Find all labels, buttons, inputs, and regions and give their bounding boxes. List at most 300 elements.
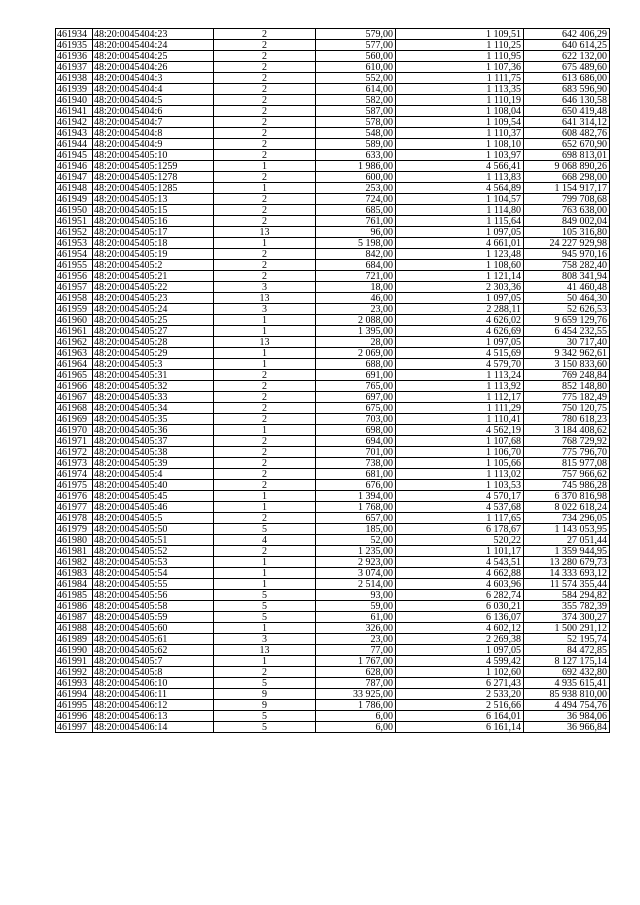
cadastral-value-cell: 105 316,80: [524, 227, 610, 238]
cadastral-value-cell: 769 248,84: [524, 370, 610, 381]
cadastral-value-cell: 768 729,92: [524, 436, 610, 447]
record-id-cell: 461947: [56, 172, 93, 183]
cadastral-number-cell: 48:20:0045405:3: [93, 359, 214, 370]
cadastral-number-cell: 48:20:0045404:3: [93, 73, 214, 84]
cadastral-value-cell: 11 574 355,44: [524, 579, 610, 590]
area-cell: 691,00: [316, 370, 396, 381]
table-row: [56, 95, 610, 106]
cadastral-number-cell: 48:20:0045404:23: [93, 29, 214, 40]
record-id-cell: 461973: [56, 458, 93, 469]
category-cell: 1: [214, 238, 316, 249]
category-cell: 2: [214, 62, 316, 73]
category-cell: 2: [214, 40, 316, 51]
specific-value-cell: 1 112,17: [396, 392, 524, 403]
area-cell: 77,00: [316, 645, 396, 656]
category-cell: 2: [214, 51, 316, 62]
cadastral-number-cell: 48:20:0045405:4: [93, 469, 214, 480]
cadastral-value-cell: 13 280 679,73: [524, 557, 610, 568]
record-id-cell: 461987: [56, 612, 93, 623]
specific-value-cell: 1 103,53: [396, 480, 524, 491]
category-cell: 5: [214, 678, 316, 689]
specific-value-cell: 2 516,66: [396, 700, 524, 711]
category-cell: 2: [214, 447, 316, 458]
cadastral-number-cell: 48:20:0045405:54: [93, 568, 214, 579]
specific-value-cell: 1 109,54: [396, 117, 524, 128]
table-row: [56, 51, 610, 62]
cadastral-value-cell: 85 938 810,00: [524, 689, 610, 700]
cadastral-number-cell: 48:20:0045405:45: [93, 491, 214, 502]
category-cell: 2: [214, 216, 316, 227]
category-cell: 2: [214, 403, 316, 414]
cadastral-number-cell: 48:20:0045405:52: [93, 546, 214, 557]
category-cell: 5: [214, 524, 316, 535]
category-cell: 1: [214, 623, 316, 634]
cadastral-value-cell: 734 296,05: [524, 513, 610, 524]
record-id-cell: 461934: [56, 29, 93, 40]
record-id-cell: 461974: [56, 469, 93, 480]
category-cell: 1: [214, 161, 316, 172]
table-row: [56, 359, 610, 370]
specific-value-cell: 4 602,12: [396, 623, 524, 634]
table-row: [56, 271, 610, 282]
specific-value-cell: 6 164,01: [396, 711, 524, 722]
specific-value-cell: 1 113,24: [396, 370, 524, 381]
table-row: [56, 139, 610, 150]
category-cell: 2: [214, 73, 316, 84]
specific-value-cell: 1 113,02: [396, 469, 524, 480]
specific-value-cell: 1 111,29: [396, 403, 524, 414]
record-id-cell: 461949: [56, 194, 93, 205]
table-row: [56, 403, 610, 414]
table-row: [56, 161, 610, 172]
cadastral-value-cell: 640 614,25: [524, 40, 610, 51]
cadastral-number-cell: 48:20:0045405:28: [93, 337, 214, 348]
area-cell: 33 925,00: [316, 689, 396, 700]
category-cell: 2: [214, 106, 316, 117]
cadastral-number-cell: 48:20:0045405:61: [93, 634, 214, 645]
cadastral-number-cell: 48:20:0045405:50: [93, 524, 214, 535]
table-row: [56, 326, 610, 337]
area-cell: 23,00: [316, 634, 396, 645]
cadastral-number-cell: 48:20:0045405:2: [93, 260, 214, 271]
cadastral-number-cell: 48:20:0045405:58: [93, 601, 214, 612]
area-cell: 628,00: [316, 667, 396, 678]
cadastral-number-cell: 48:20:0045405:29: [93, 348, 214, 359]
specific-value-cell: 4 661,01: [396, 238, 524, 249]
specific-value-cell: 1 114,80: [396, 205, 524, 216]
specific-value-cell: 1 113,83: [396, 172, 524, 183]
specific-value-cell: 2 533,20: [396, 689, 524, 700]
specific-value-cell: 1 121,14: [396, 271, 524, 282]
cadastral-value-cell: 780 618,23: [524, 414, 610, 425]
record-id-cell: 461942: [56, 117, 93, 128]
specific-value-cell: 1 106,70: [396, 447, 524, 458]
cadastral-number-cell: 48:20:0045405:55: [93, 579, 214, 590]
table-row: [56, 502, 610, 513]
cadastral-number-cell: 48:20:0045405:62: [93, 645, 214, 656]
cadastral-value-cell: 757 966,62: [524, 469, 610, 480]
record-id-cell: 461994: [56, 689, 93, 700]
record-id-cell: 461967: [56, 392, 93, 403]
area-cell: 697,00: [316, 392, 396, 403]
record-id-cell: 461968: [56, 403, 93, 414]
cadastral-number-cell: 48:20:0045405:13: [93, 194, 214, 205]
record-id-cell: 461996: [56, 711, 93, 722]
area-cell: 694,00: [316, 436, 396, 447]
area-cell: 552,00: [316, 73, 396, 84]
category-cell: 2: [214, 128, 316, 139]
specific-value-cell: 1 097,05: [396, 293, 524, 304]
cadastral-value-cell: 8 127 175,14: [524, 656, 610, 667]
cadastral-number-cell: 48:20:0045404:24: [93, 40, 214, 51]
cadastral-number-cell: 48:20:0045405:36: [93, 425, 214, 436]
cadastral-number-cell: 48:20:0045405:60: [93, 623, 214, 634]
category-cell: 2: [214, 370, 316, 381]
area-cell: 93,00: [316, 590, 396, 601]
cadastral-value-cell: 642 406,29: [524, 29, 610, 40]
category-cell: 13: [214, 227, 316, 238]
cadastral-number-cell: 48:20:0045405:34: [93, 403, 214, 414]
specific-value-cell: 4 579,70: [396, 359, 524, 370]
specific-value-cell: 6 030,21: [396, 601, 524, 612]
area-cell: 589,00: [316, 139, 396, 150]
area-cell: 253,00: [316, 183, 396, 194]
area-cell: 1 768,00: [316, 502, 396, 513]
cadastral-number-cell: 48:20:0045404:6: [93, 106, 214, 117]
category-cell: 13: [214, 337, 316, 348]
specific-value-cell: 4 626,69: [396, 326, 524, 337]
specific-value-cell: 1 108,04: [396, 106, 524, 117]
cadastral-number-cell: 48:20:0045405:1285: [93, 183, 214, 194]
area-cell: 1 394,00: [316, 491, 396, 502]
table-row: [56, 40, 610, 51]
category-cell: 3: [214, 634, 316, 645]
record-id-cell: 461979: [56, 524, 93, 535]
record-id-cell: 461952: [56, 227, 93, 238]
specific-value-cell: 2 269,38: [396, 634, 524, 645]
record-id-cell: 461959: [56, 304, 93, 315]
specific-value-cell: 4 603,96: [396, 579, 524, 590]
table-row: [56, 172, 610, 183]
record-id-cell: 461965: [56, 370, 93, 381]
cadastral-number-cell: 48:20:0045404:8: [93, 128, 214, 139]
category-cell: 2: [214, 150, 316, 161]
record-id-cell: 461960: [56, 315, 93, 326]
specific-value-cell: 1 110,37: [396, 128, 524, 139]
category-cell: 2: [214, 392, 316, 403]
category-cell: 5: [214, 711, 316, 722]
cadastral-value-cell: 3 184 408,62: [524, 425, 610, 436]
area-cell: 59,00: [316, 601, 396, 612]
area-cell: 765,00: [316, 381, 396, 392]
record-id-cell: 461955: [56, 260, 93, 271]
specific-value-cell: 6 271,43: [396, 678, 524, 689]
area-cell: 1 235,00: [316, 546, 396, 557]
cadastral-number-cell: 48:20:0045405:16: [93, 216, 214, 227]
cadastral-number-cell: 48:20:0045406:12: [93, 700, 214, 711]
table-row: [56, 392, 610, 403]
cadastral-value-cell: 745 986,28: [524, 480, 610, 491]
area-cell: 633,00: [316, 150, 396, 161]
category-cell: 2: [214, 414, 316, 425]
cadastral-value-cell: 613 686,00: [524, 73, 610, 84]
category-cell: 5: [214, 612, 316, 623]
area-cell: 685,00: [316, 205, 396, 216]
category-cell: 5: [214, 601, 316, 612]
area-cell: 28,00: [316, 337, 396, 348]
specific-value-cell: 1 097,05: [396, 337, 524, 348]
cadastral-value-cell: 815 977,08: [524, 458, 610, 469]
category-cell: 9: [214, 700, 316, 711]
area-cell: 46,00: [316, 293, 396, 304]
area-cell: 6,00: [316, 711, 396, 722]
cadastral-value-cell: 50 464,30: [524, 293, 610, 304]
table-body: [56, 29, 610, 733]
category-cell: 1: [214, 579, 316, 590]
cadastral-value-cell: 1 154 917,17: [524, 183, 610, 194]
cadastral-number-cell: 48:20:0045405:59: [93, 612, 214, 623]
area-cell: 2 923,00: [316, 557, 396, 568]
category-cell: 3: [214, 282, 316, 293]
cadastral-value-cell: 758 282,40: [524, 260, 610, 271]
category-cell: 13: [214, 645, 316, 656]
specific-value-cell: 1 117,65: [396, 513, 524, 524]
table-row: [56, 513, 610, 524]
area-cell: 2 088,00: [316, 315, 396, 326]
area-cell: 724,00: [316, 194, 396, 205]
table-row: [56, 568, 610, 579]
cadastral-number-cell: 48:20:0045406:10: [93, 678, 214, 689]
area-cell: 1 767,00: [316, 656, 396, 667]
cadastral-number-cell: 48:20:0045404:25: [93, 51, 214, 62]
specific-value-cell: 4 566,41: [396, 161, 524, 172]
cadastral-number-cell: 48:20:0045405:17: [93, 227, 214, 238]
table-row: [56, 315, 610, 326]
record-id-cell: 461977: [56, 502, 93, 513]
cadastral-number-cell: 48:20:0045405:8: [93, 667, 214, 678]
category-cell: 2: [214, 139, 316, 150]
category-cell: 13: [214, 293, 316, 304]
area-cell: 738,00: [316, 458, 396, 469]
area-cell: 703,00: [316, 414, 396, 425]
specific-value-cell: 1 110,95: [396, 51, 524, 62]
table-row: [56, 700, 610, 711]
record-id-cell: 461975: [56, 480, 93, 491]
record-id-cell: 461939: [56, 84, 93, 95]
category-cell: 1: [214, 315, 316, 326]
category-cell: 2: [214, 117, 316, 128]
cadastral-value-cell: 374 300,27: [524, 612, 610, 623]
table-row: [56, 117, 610, 128]
cadastral-value-cell: 652 670,90: [524, 139, 610, 150]
record-id-cell: 461972: [56, 447, 93, 458]
category-cell: 1: [214, 183, 316, 194]
category-cell: 2: [214, 194, 316, 205]
area-cell: 560,00: [316, 51, 396, 62]
specific-value-cell: 1 108,60: [396, 260, 524, 271]
record-id-cell: 461957: [56, 282, 93, 293]
specific-value-cell: 6 161,14: [396, 722, 524, 733]
specific-value-cell: 1 110,25: [396, 40, 524, 51]
category-cell: 4: [214, 535, 316, 546]
table-row: [56, 293, 610, 304]
category-cell: 2: [214, 172, 316, 183]
specific-value-cell: 1 097,05: [396, 227, 524, 238]
cadastral-value-cell: 692 432,80: [524, 667, 610, 678]
record-id-cell: 461989: [56, 634, 93, 645]
record-id-cell: 461962: [56, 337, 93, 348]
cadastral-value-cell: 799 708,68: [524, 194, 610, 205]
cadastral-value-cell: 30 717,40: [524, 337, 610, 348]
table-row: [56, 194, 610, 205]
table-row: [56, 612, 610, 623]
cadastral-number-cell: 48:20:0045405:56: [93, 590, 214, 601]
specific-value-cell: 4 562,19: [396, 425, 524, 436]
table-row: [56, 722, 610, 733]
specific-value-cell: 4 543,51: [396, 557, 524, 568]
cadastral-value-cell: 36 984,06: [524, 711, 610, 722]
category-cell: 1: [214, 348, 316, 359]
area-cell: 3 074,00: [316, 568, 396, 579]
cadastral-value-cell: 6 454 232,55: [524, 326, 610, 337]
record-id-cell: 461956: [56, 271, 93, 282]
record-id-cell: 461944: [56, 139, 93, 150]
table-row: [56, 480, 610, 491]
table-row: [56, 106, 610, 117]
cadastral-number-cell: 48:20:0045405:35: [93, 414, 214, 425]
record-id-cell: 461997: [56, 722, 93, 733]
table-row: [56, 590, 610, 601]
area-cell: 701,00: [316, 447, 396, 458]
table-row: [56, 678, 610, 689]
area-cell: 577,00: [316, 40, 396, 51]
record-id-cell: 461958: [56, 293, 93, 304]
specific-value-cell: 1 109,51: [396, 29, 524, 40]
category-cell: 2: [214, 381, 316, 392]
area-cell: 1 786,00: [316, 700, 396, 711]
record-id-cell: 461983: [56, 568, 93, 579]
cadastral-value-cell: 6 370 816,98: [524, 491, 610, 502]
record-id-cell: 461991: [56, 656, 93, 667]
cadastral-value-cell: 945 970,16: [524, 249, 610, 260]
area-cell: 1 986,00: [316, 161, 396, 172]
table-row: [56, 425, 610, 436]
record-id-cell: 461951: [56, 216, 93, 227]
cadastral-value-cell: 641 314,12: [524, 117, 610, 128]
category-cell: 2: [214, 469, 316, 480]
area-cell: 587,00: [316, 106, 396, 117]
category-cell: 2: [214, 84, 316, 95]
cadastral-value-cell: 646 130,58: [524, 95, 610, 106]
record-id-cell: 461978: [56, 513, 93, 524]
cadastral-value-cell: 1 359 944,95: [524, 546, 610, 557]
table-row: [56, 238, 610, 249]
area-cell: 688,00: [316, 359, 396, 370]
specific-value-cell: 6 282,74: [396, 590, 524, 601]
area-cell: 614,00: [316, 84, 396, 95]
specific-value-cell: 1 104,57: [396, 194, 524, 205]
table-row: [56, 227, 610, 238]
specific-value-cell: 1 110,41: [396, 414, 524, 425]
table-row: [56, 667, 610, 678]
cadastral-number-cell: 48:20:0045404:9: [93, 139, 214, 150]
table-row: [56, 546, 610, 557]
cadastral-number-cell: 48:20:0045405:25: [93, 315, 214, 326]
specific-value-cell: 1 113,35: [396, 84, 524, 95]
table-row: [56, 623, 610, 634]
record-id-cell: 461935: [56, 40, 93, 51]
cadastral-number-cell: 48:20:0045405:33: [93, 392, 214, 403]
record-id-cell: 461992: [56, 667, 93, 678]
area-cell: 675,00: [316, 403, 396, 414]
cadastral-number-cell: 48:20:0045406:14: [93, 722, 214, 733]
category-cell: 2: [214, 546, 316, 557]
record-id-cell: 461954: [56, 249, 93, 260]
cadastral-value-cell: 698 813,01: [524, 150, 610, 161]
cadastral-number-cell: 48:20:0045405:18: [93, 238, 214, 249]
area-cell: 681,00: [316, 469, 396, 480]
cadastral-value-cell: 9 068 890,26: [524, 161, 610, 172]
record-id-cell: 461984: [56, 579, 93, 590]
cadastral-number-cell: 48:20:0045405:53: [93, 557, 214, 568]
table-row: [56, 29, 610, 40]
cadastral-value-cell: 852 148,80: [524, 381, 610, 392]
category-cell: 2: [214, 249, 316, 260]
table-row: [56, 524, 610, 535]
table-row: [56, 62, 610, 73]
category-cell: 2: [214, 480, 316, 491]
cadastral-number-cell: 48:20:0045405:19: [93, 249, 214, 260]
record-id-cell: 461964: [56, 359, 93, 370]
cadastral-value-cell: 8 022 618,24: [524, 502, 610, 513]
record-id-cell: 461953: [56, 238, 93, 249]
table-row: [56, 84, 610, 95]
area-cell: 579,00: [316, 29, 396, 40]
category-cell: 1: [214, 656, 316, 667]
specific-value-cell: 4 599,42: [396, 656, 524, 667]
table-row: [56, 73, 610, 84]
specific-value-cell: 2 288,11: [396, 304, 524, 315]
cadastral-number-cell: 48:20:0045405:46: [93, 502, 214, 513]
cadastral-value-cell: 52 626,53: [524, 304, 610, 315]
record-id-cell: 461940: [56, 95, 93, 106]
cadastral-value-cell: 3 150 833,60: [524, 359, 610, 370]
record-id-cell: 461950: [56, 205, 93, 216]
record-id-cell: 461946: [56, 161, 93, 172]
table-row: [56, 304, 610, 315]
specific-value-cell: 4 564,89: [396, 183, 524, 194]
cadastral-number-cell: 48:20:0045405:27: [93, 326, 214, 337]
cadastral-number-cell: 48:20:0045404:7: [93, 117, 214, 128]
table-row: [56, 634, 610, 645]
table-row: [56, 447, 610, 458]
area-cell: 1 395,00: [316, 326, 396, 337]
record-id-cell: 461985: [56, 590, 93, 601]
cadastral-number-cell: 48:20:0045405:51: [93, 535, 214, 546]
cadastral-value-cell: 775 182,49: [524, 392, 610, 403]
record-id-cell: 461980: [56, 535, 93, 546]
table-row: [56, 469, 610, 480]
area-cell: 657,00: [316, 513, 396, 524]
area-cell: 5 198,00: [316, 238, 396, 249]
area-cell: 52,00: [316, 535, 396, 546]
category-cell: 3: [214, 304, 316, 315]
category-cell: 9: [214, 689, 316, 700]
record-id-cell: 461982: [56, 557, 93, 568]
category-cell: 2: [214, 205, 316, 216]
cadastral-number-cell: 48:20:0045405:7: [93, 656, 214, 667]
specific-value-cell: 1 111,75: [396, 73, 524, 84]
